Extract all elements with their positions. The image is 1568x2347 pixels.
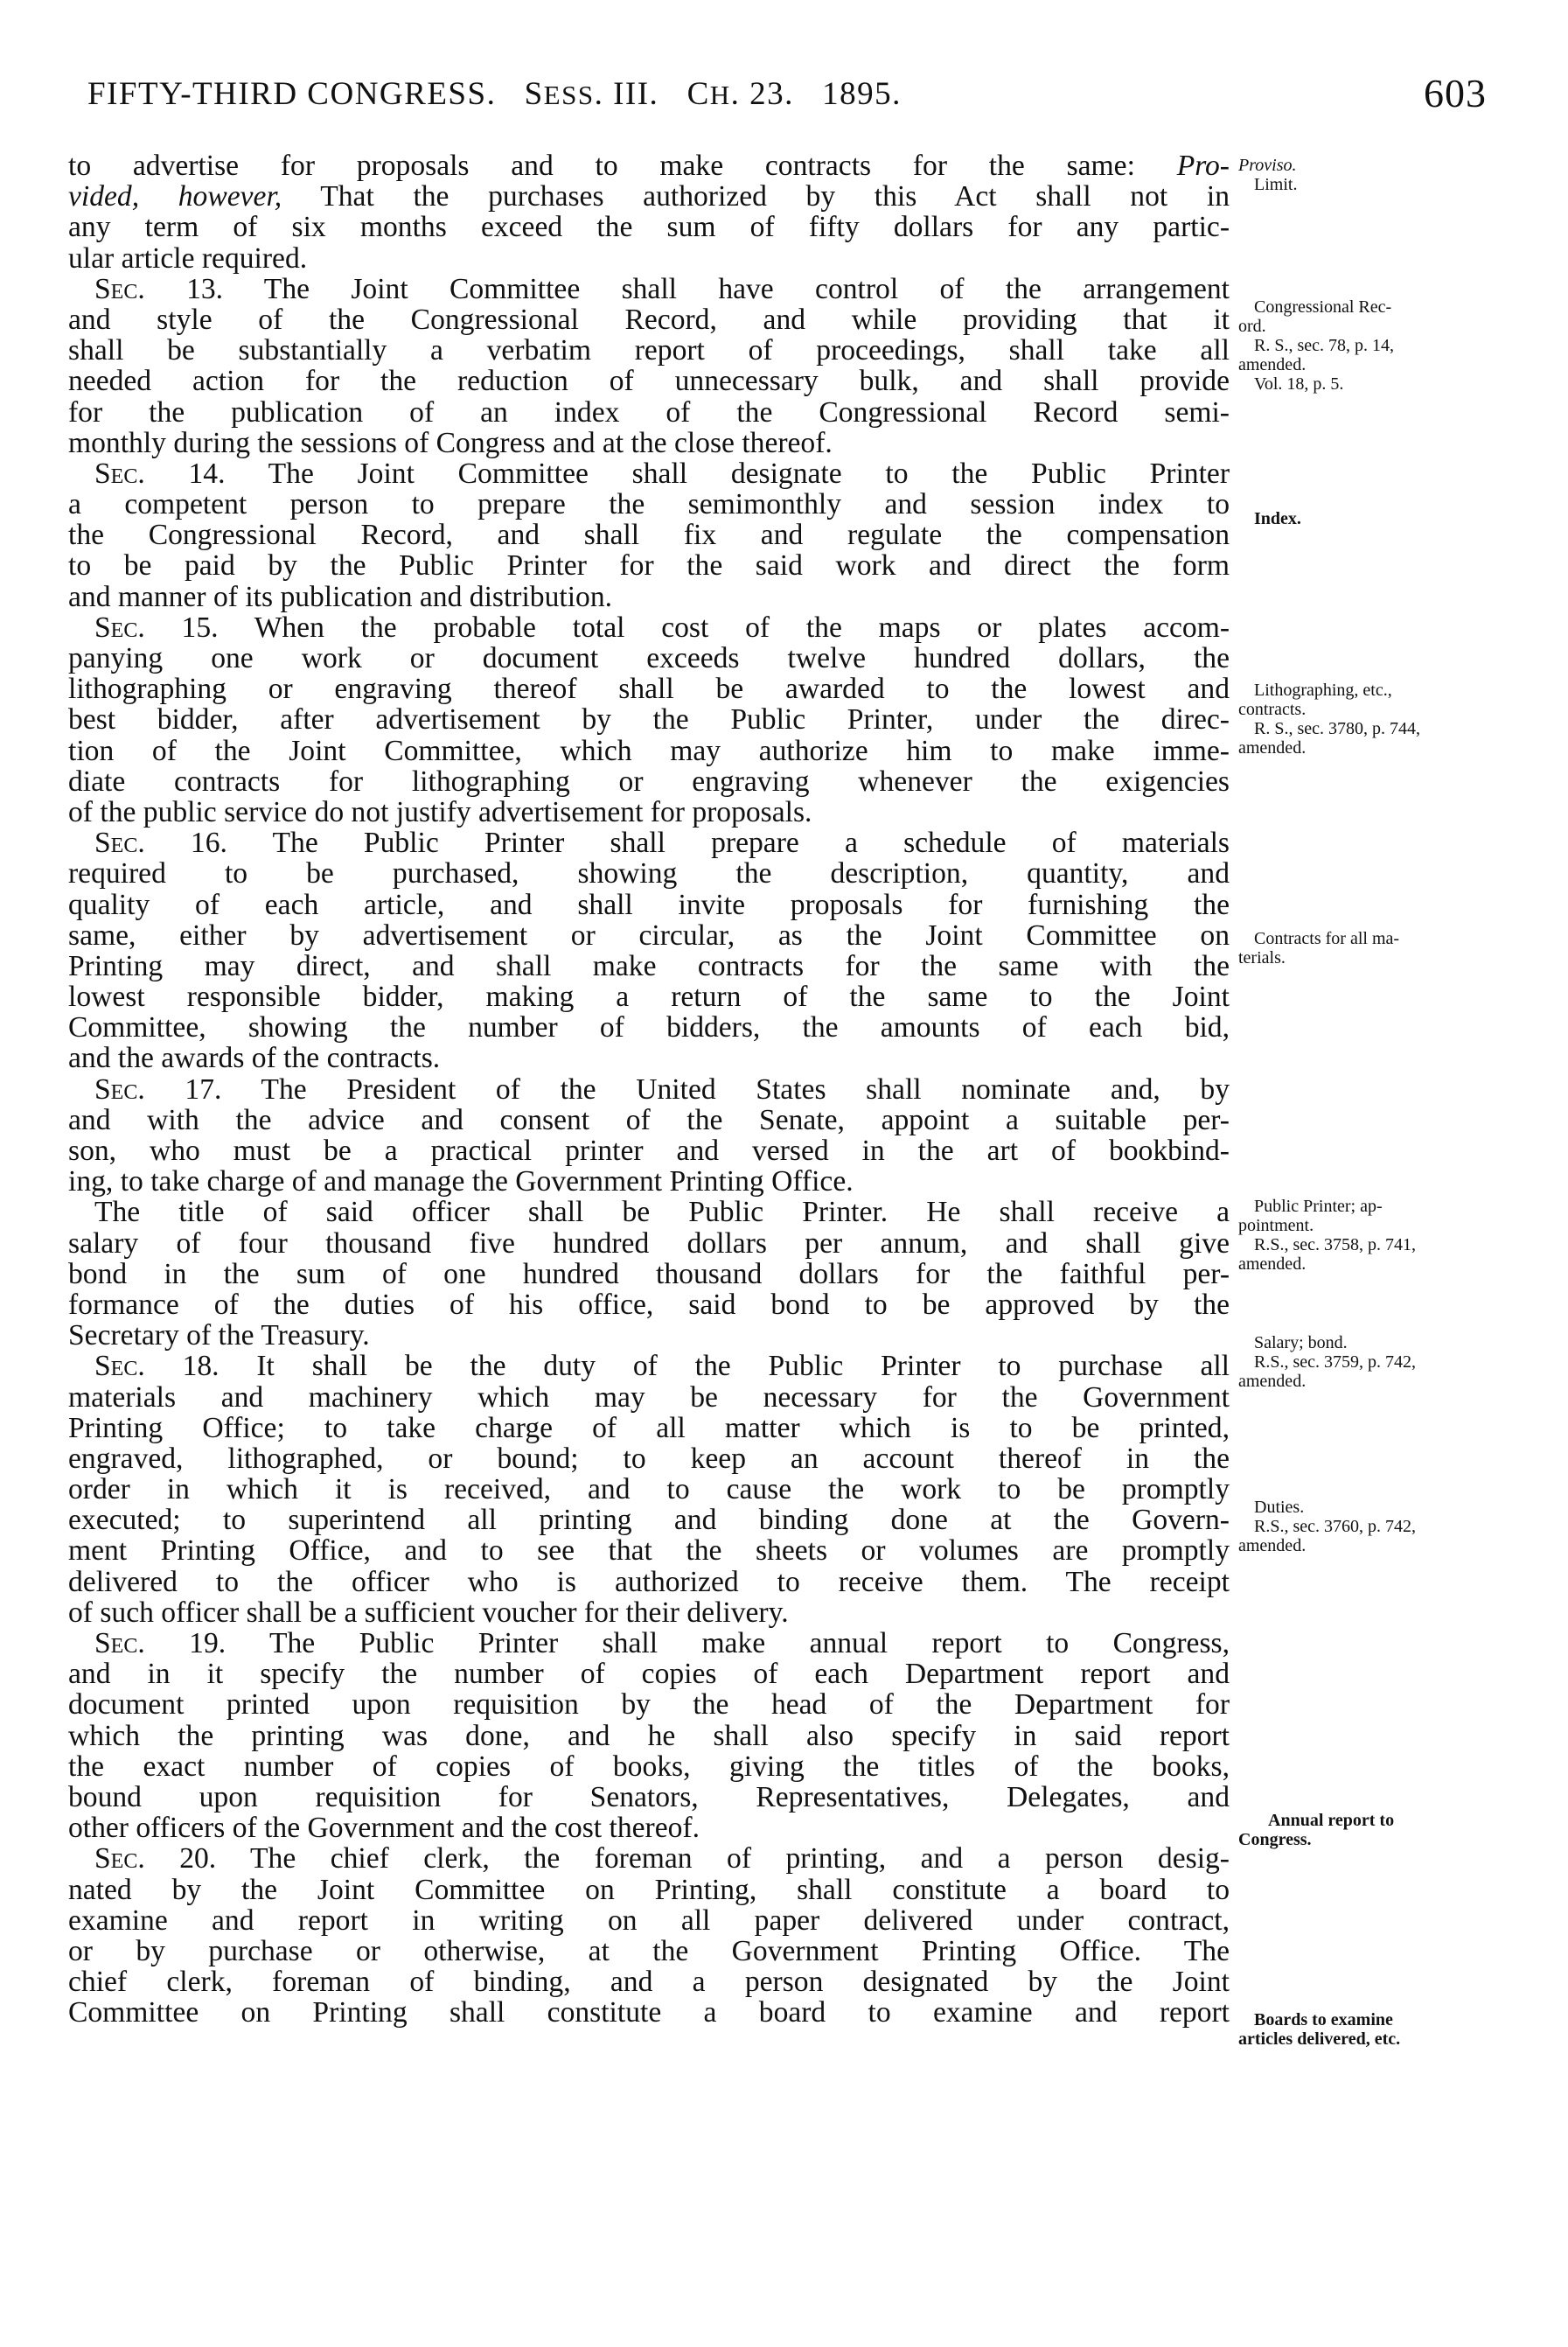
text-line [68,612,1230,643]
text-line: son, who must be a practical printer and versed in the art of bookbind- [68,1135,1230,1167]
text-line: The title of said officer shall be Public Printer. He shall receive a [94,1196,1230,1229]
text-line: ing, to take charge of and manage the Government Printing Office. [68,1165,854,1198]
note-line: R.S., sec. 3760, p. 742, [1254,1517,1416,1536]
note-line: R.S., sec. 3759, p. 742, [1254,1352,1416,1372]
running-head-title: FIFTY-THIRD CONGRESS. SESS. III. CH. 23. 1895. [87,76,902,112]
text-line: a competent person to prepare the semimonthly and session index to [68,488,1230,521]
text-line: lithographing or engraving thereof shall be awarded to the lowest and [68,673,1230,706]
text-line: salary of four thousand five hundred dollars per annum, and shall give [68,1226,1230,1260]
text-line: Committee, showing the number of bidders, the amounts of each bid, [68,1011,1230,1044]
note-line: R. S., sec. 3780, p. 744, [1254,719,1420,738]
section-label: Sec. 14. [94,457,226,490]
text-run: to advertise for proposals and to make contracts for the same: [68,150,1177,182]
note-line: Index. [1254,509,1301,528]
chapter-number: 23. [749,76,794,112]
section-label: Sec. 16. [94,827,227,860]
note-line: Lithographing, etc., [1254,681,1392,700]
note-line: Duties. [1254,1498,1305,1517]
text-line [68,1351,1230,1381]
text-line: bound upon requisition for Senators, Representatives, Delegates, and [68,1780,1230,1813]
note-line: Public Printer; ap- [1254,1197,1383,1216]
section-14 [68,458,1230,612]
text-line: which the printing was done, and he shall also specify in said report [68,1719,1230,1752]
text-line: panying one work or document exceeds twelve hundred dollars, the [68,642,1230,674]
note-line: ord. [1238,317,1266,336]
note-line: Contracts for all ma- [1254,929,1400,948]
text-line: any term of six months exceed the sum of fifty dollars for any partic- [68,211,1230,244]
text-line: and with the advice and consent of the Senate, appoint a suitable per- [68,1103,1230,1136]
text-run: The Joint Committee shall designate to the Public Printer [225,457,1230,490]
margin-note-congressional-record [1238,297,1501,394]
text-line: or by purchase or otherwise, at the Government Printing Office. The [68,1934,1230,1967]
text-line: delivered to the officer who is authorized to receive them. The receipt [68,1565,1230,1598]
paragraph-continuation [68,150,1230,274]
text-line: ular article required. [68,241,308,275]
note-line: Proviso. [1238,156,1297,175]
session-rest: ESS [543,80,595,110]
section-16 [68,828,1230,1074]
text-line: monthly during the sessions of Congress and at the close thereof. [68,426,833,459]
session-number: III. [613,76,659,112]
text-run: When the probable total cost of the maps or plates accom- [218,611,1230,644]
section-18 [68,1351,1230,1628]
text-line [68,458,1230,489]
text-line [68,1628,1230,1659]
section-20 [68,1843,1230,2028]
session-initial: S [524,76,544,112]
note-line: amended. [1238,355,1307,374]
text-line: bond in the sum of one hundred thousand dollars for the faithful per- [68,1257,1230,1290]
text-line: formance of the duties of his office, said bond to be approved by the [68,1288,1230,1321]
text-line [68,828,1230,858]
text-run: It shall be the duty of the Public Printer to purchase all [219,1350,1230,1383]
margin-note-annual-report [1238,1811,1501,1849]
text-run: That the purchases authorized by this Act shall not in [282,180,1230,213]
text-line: and manner of its publication and distribution. [68,580,613,613]
text-line: materials and machinery which may be necessary for the Government [68,1380,1230,1414]
text-line: to be paid by the Public Printer for the said work and direct the form [68,549,1230,583]
text-line: nated by the Joint Committee on Printing, shall constitute a board to [68,1873,1230,1906]
section-label: Sec. 15. [94,611,219,644]
text-line: and the awards of the contracts. [68,1042,441,1075]
text-line: other officers of the Government and the cost thereof. [68,1812,700,1845]
section-label: Sec. 18. [94,1350,220,1383]
section-17-continued [68,1197,1230,1351]
text-line: needed action for the reduction of unnecessary bulk, and shall provide [68,365,1230,398]
note-line: Vol. 18, p. 5. [1254,374,1344,394]
text-line: quality of each article, and shall invite proposals for furnishing the [68,888,1230,921]
note-line: articles delivered, etc. [1238,2029,1401,2049]
margin-note-boards [1238,2010,1501,2049]
section-13 [68,274,1230,458]
section-label: Sec. 20. [94,1842,217,1876]
text-line: best bidder, after advertisement by the Public Printer, under the direc- [68,703,1230,737]
text-line: the exact number of copies of books, giving the titles of the books, [68,1750,1230,1783]
page-number: 603 [1424,71,1487,115]
text-line: examine and report in writing on all paper delivered under contract, [68,1903,1230,1937]
text-line: same, either by advertisement or circular, as the Joint Committee on [68,919,1230,952]
text-line [68,181,1230,212]
note-line: terials. [1238,948,1286,967]
text-line: and style of the Congressional Record, and while providing that it [68,303,1230,336]
text-line: ment Printing Office, and to see that the sheets or volumes are promptly [68,1534,1230,1568]
text-line: and in it specify the number of copies of each Department report and [68,1658,1230,1691]
chapter-rest: H [709,80,731,110]
text-line [68,274,1230,304]
text-line: engraved, lithographed, or bound; to keep an account thereof in the [68,1442,1230,1475]
note-line: Boards to examine [1254,2010,1393,2029]
text-line [68,150,1230,181]
text-line: executed; to superintend all printing and binding done at the Govern- [68,1504,1230,1537]
section-label: Sec. 13. [94,272,224,305]
text-run: The chief clerk, the foreman of printing, and a person desig- [216,1842,1230,1876]
margin-note-public-printer [1238,1197,1501,1274]
running-head [87,71,1487,128]
year: 1895. [822,76,902,112]
text-line: shall be substantially a verbatim report of proceedings, shall take all [68,334,1230,367]
note-line: R.S., sec. 3758, p. 741, [1254,1235,1416,1254]
margin-note-index [1238,509,1501,528]
text-line: Committee on Printing shall constitute a board to examine and report [68,1996,1230,2029]
note-line: amended. [1238,1372,1307,1391]
section-15 [68,612,1230,828]
text-line: document printed upon requisition by the head of the Department for [68,1688,1230,1722]
text-line: required to be purchased, showing the description, quantity, and [68,857,1230,891]
note-line: R. S., sec. 78, p. 14, [1254,336,1394,355]
margin-note-duties [1238,1498,1501,1555]
text-line: of such officer shall be a sufficient voucher for their delivery. [68,1596,789,1629]
section-label: Sec. 17. [94,1072,222,1106]
note-line: Congressional Rec- [1254,297,1392,317]
congress-label: FIFTY-THIRD CONGRESS. [87,76,497,112]
text-run: The Public Printer shall make annual report to Congress, [226,1627,1230,1659]
note-line: pointment. [1238,1216,1314,1235]
text-line: of the public service do not justify advertisement for proposals. [68,795,812,828]
note-line: amended. [1238,1254,1307,1274]
text-line [68,1074,1230,1105]
section-19 [68,1628,1230,1843]
section-17 [68,1074,1230,1198]
text-line: lowest responsible bidder, making a return of the same to the Joint [68,981,1230,1014]
note-line: amended. [1238,738,1307,758]
text-line: Printing Office; to take charge of all matter which is to be printed, [68,1411,1230,1444]
italic-text: vided, however, [68,180,282,213]
italic-text: Pro- [1176,150,1230,182]
note-line: contracts. [1238,700,1307,719]
text-line: the Congressional Record, and shall fix and regulate the compensation [68,519,1230,552]
margin-note-proviso [1238,156,1501,194]
note-line: Annual report to [1268,1811,1395,1830]
note-line: Salary; bond. [1254,1333,1348,1352]
margin-note-contracts [1238,929,1501,967]
text-line: diate contracts for lithographing or engraving whenever the exigencies [68,765,1230,798]
section-label: Sec. 19. [94,1627,226,1659]
text-line: Secretary of the Treasury. [68,1319,370,1352]
note-line: Congress. [1238,1830,1312,1849]
note-line: Limit. [1254,175,1298,194]
text-run: The President of the United States shall nominate and, by [221,1072,1230,1106]
text-run: The Joint Committee shall have control of the arrangement [223,272,1230,305]
margin-note-lithographing [1238,681,1501,758]
chapter-initial: C [686,76,710,112]
margin-note-salary [1238,1333,1501,1391]
text-line: Printing may direct, and shall make contracts for the same with the [68,949,1230,982]
text-line: order in which it is received, and to cause the work to be promptly [68,1473,1230,1506]
text-run: The Public Printer shall prepare a schedule of materials [226,827,1230,860]
body-text [68,150,1230,2028]
note-line: amended. [1238,1536,1307,1555]
text-line: tion of the Joint Committee, which may authorize him to make imme- [68,734,1230,767]
text-line [68,1843,1230,1874]
text-line: chief clerk, foreman of binding, and a person designated by the Joint [68,1966,1230,1999]
text-line: for the publication of an index of the Congressional Record semi- [68,395,1230,429]
